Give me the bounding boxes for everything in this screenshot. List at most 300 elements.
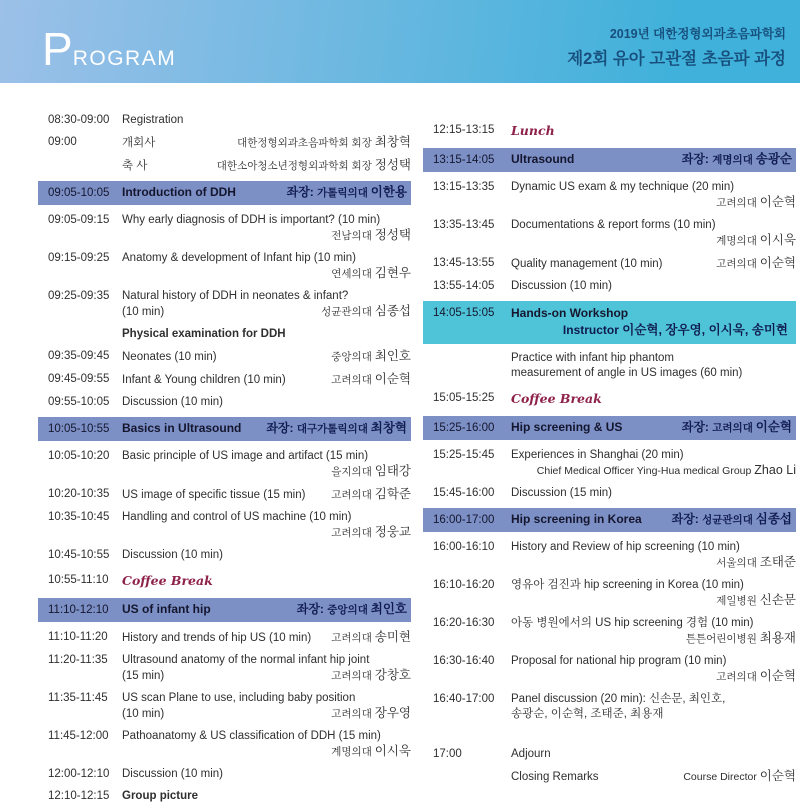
- chair-name: 이한용: [370, 185, 407, 199]
- session-title: Handling and control of US machine (10 min): [122, 511, 352, 523]
- session-line: [511, 555, 796, 571]
- session-time: 09:15-09:25: [48, 252, 110, 264]
- session-title: Why early diagnosis of DDH is important? (10 min): [122, 214, 381, 226]
- schedule-row: [48, 630, 411, 646]
- session-time: 11:20-11:35: [48, 654, 108, 666]
- session-time: [433, 769, 511, 785]
- break-title: Lunch: [511, 123, 555, 138]
- session-content: [122, 213, 411, 244]
- speaker: [331, 744, 411, 760]
- session-line: [511, 593, 796, 609]
- session-title: History and Review of hip screening (10 min): [511, 541, 740, 553]
- session-time: 16:30-16:40: [433, 655, 495, 667]
- session-content: [511, 654, 796, 685]
- speaker-affiliation: 연세의대: [331, 268, 375, 280]
- speaker-name: 정성택: [374, 228, 411, 242]
- session-time: 09:45-09:55: [48, 373, 110, 385]
- speaker-name: 최용재: [759, 631, 796, 645]
- speaker-name: 이순혁: [759, 195, 796, 209]
- speaker: [716, 555, 796, 571]
- schedule-row: [433, 123, 796, 138]
- schedule-row: [423, 301, 796, 344]
- session-chair: [266, 421, 407, 437]
- schedule-row: [48, 653, 411, 684]
- band-line: [122, 602, 407, 618]
- session-line: [511, 540, 796, 555]
- session-title: 아동 병원에서의 US hip screening 경험 (10 min): [511, 617, 754, 629]
- session-line: [511, 578, 796, 593]
- session-content: [511, 420, 792, 436]
- session-title: Adjourn: [511, 748, 551, 760]
- session-time: 10:35-10:45: [48, 511, 110, 523]
- session-line: [122, 653, 411, 668]
- session-title: Physical examination for DDH: [122, 328, 286, 340]
- session-content: [122, 185, 407, 201]
- session-line: [122, 464, 411, 480]
- session-content: [511, 279, 796, 294]
- session-time: 13:55-14:05: [433, 280, 495, 292]
- session-title: Neonates (10 min): [122, 351, 217, 363]
- chair-label: 좌장:: [266, 421, 297, 435]
- society-name: 2019년 대한정형외과초음파학회: [609, 27, 786, 41]
- speaker: [217, 158, 411, 174]
- session-time: 09:05-10:05: [48, 186, 110, 199]
- session-title: Infant & Young children (10 min): [122, 374, 286, 386]
- session-time: 16:20-16:30: [433, 617, 495, 629]
- session-line: [122, 158, 411, 174]
- session-chair: [297, 602, 407, 618]
- session-title: 개회사: [122, 137, 156, 149]
- session-time: 11:10-12:10: [48, 603, 109, 616]
- speaker-affiliation: 대한소아청소년정형외과학회 회장: [216, 160, 375, 172]
- break-title: Coffee Break: [511, 391, 602, 406]
- session-title: Discussion (10 min): [122, 768, 223, 780]
- speaker-name: 이순혁: [759, 769, 796, 783]
- schedule-row: [48, 113, 411, 128]
- session-title: Discussion (10 min): [122, 396, 223, 408]
- session-content: [122, 573, 411, 588]
- session-time: 15:05-15:25: [433, 392, 495, 404]
- session-content: [122, 113, 411, 128]
- session-line: [511, 448, 796, 463]
- speaker-affiliation: 을지의대: [331, 466, 375, 478]
- chair-affiliation: 고려의대: [712, 422, 756, 434]
- instructor-line: [511, 323, 788, 339]
- schedule-row: [48, 251, 411, 282]
- session-content: [122, 289, 411, 320]
- session-line: [511, 692, 796, 707]
- session-title: (10 min): [122, 708, 165, 720]
- session-content: [122, 395, 411, 410]
- session-line: [511, 486, 796, 501]
- session-line: [122, 251, 411, 266]
- speaker: [537, 463, 796, 479]
- schedule-row: [48, 767, 411, 782]
- speaker-name: 최창혁: [374, 135, 411, 149]
- session-time: 12:10-12:15: [48, 790, 110, 802]
- session-time: 11:35-11:45: [48, 692, 108, 704]
- chair-affiliation: 계명의대: [712, 154, 756, 166]
- chair-affiliation: 가톨릭의대: [317, 187, 371, 199]
- session-content: [122, 135, 411, 151]
- session-content: [511, 769, 796, 785]
- session-line: [511, 463, 796, 479]
- header-banner: [0, 0, 800, 83]
- speaker-affiliation: 고려의대: [716, 671, 760, 683]
- speaker-name: 이순혁: [759, 256, 796, 270]
- chair-label: 좌장:: [286, 185, 318, 199]
- session-title: Anatomy & development of Infant hip (10 min): [122, 252, 356, 264]
- schedule-row: [433, 218, 796, 249]
- speaker-affiliation: 계명의대: [716, 235, 760, 247]
- session-content: [122, 729, 411, 760]
- session-line: [511, 279, 796, 294]
- speaker-name: 조태준: [759, 555, 796, 569]
- schedule-row: [433, 256, 796, 272]
- session-title: Hands-on Workshop: [511, 306, 629, 320]
- speaker: [686, 631, 796, 647]
- schedule-row: [433, 616, 796, 647]
- schedule-row: [48, 158, 411, 174]
- session-content: [122, 327, 411, 342]
- session-title: Natural history of DDH in neonates & infant?: [122, 290, 349, 302]
- session-line: [122, 395, 411, 410]
- schedule-row: [433, 578, 796, 609]
- speaker-affiliation: 고려의대: [331, 632, 375, 644]
- schedule-row: [423, 508, 796, 532]
- session-content: [122, 487, 411, 503]
- session-title: US of infant hip: [122, 602, 211, 616]
- schedule-row: [433, 180, 796, 211]
- band-line: [511, 512, 792, 528]
- session-time: 13:45-13:55: [433, 257, 495, 269]
- schedule-row: [48, 510, 411, 541]
- session-title: Closing Remarks: [511, 771, 599, 783]
- session-title: Experiences in Shanghai (20 min): [511, 449, 684, 461]
- session-content: [511, 351, 796, 381]
- session-title: 영유아 검진과 hip screening in Korea (10 min): [511, 579, 744, 591]
- session-title: (10 min): [122, 306, 165, 318]
- session-line: [511, 616, 796, 631]
- instructor-names: 이순혁, 장우영, 이시욱, 송미현: [622, 323, 788, 337]
- session-time: 16:10-16:20: [433, 579, 495, 591]
- session-title: Basic principle of US image and artifact (15 min): [122, 450, 369, 462]
- session-content: [511, 486, 796, 501]
- schedule-row: [38, 181, 411, 205]
- session-content: [122, 630, 411, 646]
- session-title: Documentations & report forms (10 min): [511, 219, 716, 231]
- session-line: [511, 351, 796, 366]
- speaker: [331, 487, 411, 503]
- session-title: Basics in Ultrasound: [122, 421, 242, 435]
- session-title: 송광순, 이순혁, 조태준, 최용재: [511, 708, 664, 720]
- session-time: 16:00-17:00: [433, 513, 495, 526]
- session-time: 10:45-10:55: [48, 549, 110, 561]
- session-line: [511, 769, 796, 785]
- speaker: [683, 769, 796, 785]
- schedule-row: [48, 395, 411, 410]
- session-time: 10:05-10:55: [48, 422, 110, 435]
- session-content: [511, 152, 792, 168]
- session-line: [122, 113, 411, 128]
- session-line: [122, 327, 411, 342]
- schedule-row: [48, 729, 411, 760]
- speaker: [716, 233, 796, 249]
- speaker-affiliation: 고려의대: [331, 374, 375, 386]
- session-time: 09:00: [48, 136, 77, 148]
- schedule-row: [38, 417, 411, 441]
- speaker-name: 김현우: [374, 266, 411, 280]
- session-content: [122, 372, 411, 388]
- session-chair: [682, 420, 792, 436]
- session-chair: [672, 512, 792, 528]
- program-rest: ROGRAM: [72, 47, 177, 70]
- session-line: [511, 233, 796, 249]
- speaker: [716, 256, 796, 272]
- schedule-row: [433, 692, 796, 722]
- session-line: [511, 631, 796, 647]
- session-title: Hip screening & US: [511, 420, 623, 434]
- session-title: Discussion (15 min): [511, 487, 612, 499]
- session-time: 16:00-16:10: [433, 541, 495, 553]
- session-line: [511, 256, 796, 272]
- session-content: [511, 306, 788, 339]
- session-content: [122, 548, 411, 563]
- speaker: [331, 668, 411, 684]
- session-chair: [287, 185, 407, 201]
- session-line: [122, 349, 411, 365]
- session-title: Proposal for national hip program (10 min): [511, 655, 727, 667]
- session-content: [511, 218, 796, 249]
- session-content: [122, 602, 407, 618]
- session-line: [122, 213, 411, 228]
- session-content: [122, 449, 411, 480]
- session-time: 13:15-13:35: [433, 181, 495, 193]
- session-content: [511, 123, 796, 138]
- instructor-label: Instructor: [562, 323, 623, 337]
- chair-name: 최창혁: [370, 421, 407, 435]
- session-title: Dynamic US exam & my technique (20 min): [511, 181, 735, 193]
- session-content: [122, 251, 411, 282]
- schedule-row: [48, 327, 411, 342]
- session-time: 10:20-10:35: [48, 488, 110, 500]
- schedule-row: [48, 372, 411, 388]
- session-content: [122, 767, 411, 782]
- speaker-name: 최인호: [374, 349, 411, 363]
- session-content: [122, 349, 411, 365]
- session-time: 11:10-11:20: [48, 631, 108, 643]
- session-line: [511, 218, 796, 233]
- session-line: [122, 289, 411, 304]
- session-time: 13:35-13:45: [433, 219, 495, 231]
- speaker-name: 장우영: [374, 706, 411, 720]
- schedule-row: [433, 747, 796, 762]
- band-line: [511, 152, 792, 168]
- speaker-name: 송미현: [374, 630, 411, 644]
- session-line: [122, 668, 411, 684]
- session-time: [48, 158, 122, 174]
- session-title: Panel discussion (20 min): 신손문, 최인호,: [511, 693, 726, 705]
- session-line: [511, 180, 796, 195]
- session-time: 12:00-12:10: [48, 768, 110, 780]
- schedule: [0, 83, 800, 807]
- chair-label: 좌장:: [681, 420, 713, 434]
- chair-affiliation: 대구가톨릭의대: [296, 423, 371, 435]
- break-title: Coffee Break: [122, 573, 213, 588]
- conference-info: [567, 24, 786, 69]
- chair-name: 최인호: [370, 602, 407, 616]
- session-time: 17:00: [433, 748, 462, 760]
- session-time: 15:25-15:45: [433, 449, 495, 461]
- session-title: Discussion (10 min): [122, 549, 223, 561]
- schedule-row: [423, 416, 796, 440]
- speaker-name: Zhao Li: [754, 463, 796, 477]
- session-time: 11:45-12:00: [48, 730, 109, 742]
- speaker: [237, 135, 411, 151]
- speaker: [716, 195, 796, 211]
- session-chair: [682, 152, 792, 168]
- session-line: [122, 729, 411, 744]
- session-content: [511, 540, 796, 571]
- band-line: [511, 420, 792, 436]
- session-content: [122, 789, 411, 804]
- schedule-row: [48, 789, 411, 804]
- speaker-name: 강창호: [374, 668, 411, 682]
- session-time: 15:25-16:00: [433, 421, 495, 434]
- chair-name: 심종섭: [755, 512, 792, 526]
- session-content: [511, 578, 796, 609]
- session-content: [122, 158, 411, 174]
- session-content: [511, 180, 796, 211]
- course-name: 제2회 유아 고관절 초음파 과정: [567, 50, 786, 68]
- session-content: [122, 653, 411, 684]
- session-content: [122, 510, 411, 541]
- speaker-affiliation: 고려의대: [716, 258, 760, 270]
- session-line: [122, 266, 411, 282]
- session-title: Hip screening in Korea: [511, 512, 642, 526]
- schedule-row: [48, 487, 411, 503]
- chair-name: 송광순: [755, 152, 792, 166]
- schedule-row: [433, 486, 796, 501]
- session-line: [122, 691, 411, 706]
- session-title: Ultrasound anatomy of the normal infant hip joint: [122, 654, 370, 666]
- schedule-row: [48, 548, 411, 563]
- schedule-row: [38, 598, 411, 622]
- speaker-name: 임태강: [374, 464, 411, 478]
- schedule-row: [48, 573, 411, 588]
- schedule-row: [433, 351, 796, 381]
- session-line: [122, 706, 411, 722]
- speaker: [716, 669, 796, 685]
- session-line: [122, 767, 411, 782]
- schedule-row: [48, 691, 411, 722]
- band-line: [122, 421, 407, 437]
- speaker-affiliation: 고려의대: [331, 708, 375, 720]
- session-time: 12:15-13:15: [433, 124, 495, 136]
- session-line: [511, 707, 796, 722]
- speaker-affiliation: Chief Medical Officer Ying-Hua medical Group: [536, 465, 755, 477]
- speaker-name: 이시욱: [374, 744, 411, 758]
- session-title: Introduction of DDH: [122, 185, 236, 199]
- session-title: Group picture: [122, 790, 199, 802]
- session-time: 08:30-09:00: [48, 114, 110, 126]
- chair-label: 좌장:: [681, 152, 713, 166]
- session-line: [511, 654, 796, 669]
- session-time: 10:55-11:10: [48, 574, 109, 586]
- session-time: 09:25-09:35: [48, 290, 110, 302]
- band-line: [122, 185, 407, 201]
- session-line: [511, 747, 796, 762]
- session-content: [122, 421, 407, 437]
- schedule-row: [48, 449, 411, 480]
- session-line: [122, 135, 411, 151]
- speaker: [331, 372, 411, 388]
- session-content: [511, 616, 796, 647]
- schedule-row: [433, 279, 796, 294]
- schedule-row: [433, 540, 796, 571]
- speaker-affiliation: Course Director: [683, 771, 760, 783]
- session-title: Practice with infant hip phantom: [511, 352, 675, 364]
- speaker-affiliation: 제일병원: [716, 595, 760, 607]
- session-title: US scan Plane to use, including baby position: [122, 692, 356, 704]
- session-title: US image of specific tissue (15 min): [122, 489, 306, 501]
- session-time: 09:35-09:45: [48, 350, 110, 362]
- schedule-row: [48, 135, 411, 151]
- speaker-name: 이순혁: [759, 669, 796, 683]
- session-time: 10:05-10:20: [48, 450, 110, 462]
- speaker: [321, 304, 411, 320]
- chair-name: 이순혁: [755, 420, 792, 434]
- session-title: measurement of angle in US images (60 min): [511, 367, 743, 379]
- session-line: [122, 510, 411, 525]
- schedule-row: [433, 769, 796, 785]
- speaker-name: 심종섭: [374, 304, 411, 318]
- session-line: [122, 449, 411, 464]
- schedule-row: [433, 654, 796, 685]
- band-line: [511, 306, 788, 321]
- schedule-row: [433, 448, 796, 479]
- session-time: [48, 327, 122, 342]
- session-content: [122, 691, 411, 722]
- session-line: [122, 548, 411, 563]
- session-title: 축 사: [122, 160, 148, 172]
- speaker-affiliation: 전남의대: [331, 230, 375, 242]
- session-line: [122, 228, 411, 244]
- speaker-affiliation: 중앙의대: [331, 351, 375, 363]
- program-title: [42, 23, 177, 75]
- chair-affiliation: 중앙의대: [327, 604, 371, 616]
- session-content: [511, 391, 796, 406]
- schedule-row: [433, 391, 796, 406]
- speaker: [331, 228, 411, 244]
- chair-label: 좌장:: [671, 512, 703, 526]
- session-line: [511, 195, 796, 211]
- session-time: 09:55-10:05: [48, 396, 110, 408]
- speaker-affiliation: 튼튼어린이병원: [685, 633, 760, 645]
- chair-label: 좌장:: [296, 602, 328, 616]
- session-title: Quality management (10 min): [511, 258, 663, 270]
- schedule-row: [48, 349, 411, 365]
- session-title: Registration: [122, 114, 184, 126]
- row-spacer: [433, 729, 796, 747]
- session-time: 16:40-17:00: [433, 693, 495, 705]
- session-content: [511, 512, 792, 528]
- session-line: [511, 366, 796, 381]
- session-time: 09:05-09:15: [48, 214, 110, 226]
- session-time: 13:15-14:05: [433, 153, 495, 166]
- session-content: [511, 256, 796, 272]
- speaker-affiliation: 고려의대: [716, 197, 760, 209]
